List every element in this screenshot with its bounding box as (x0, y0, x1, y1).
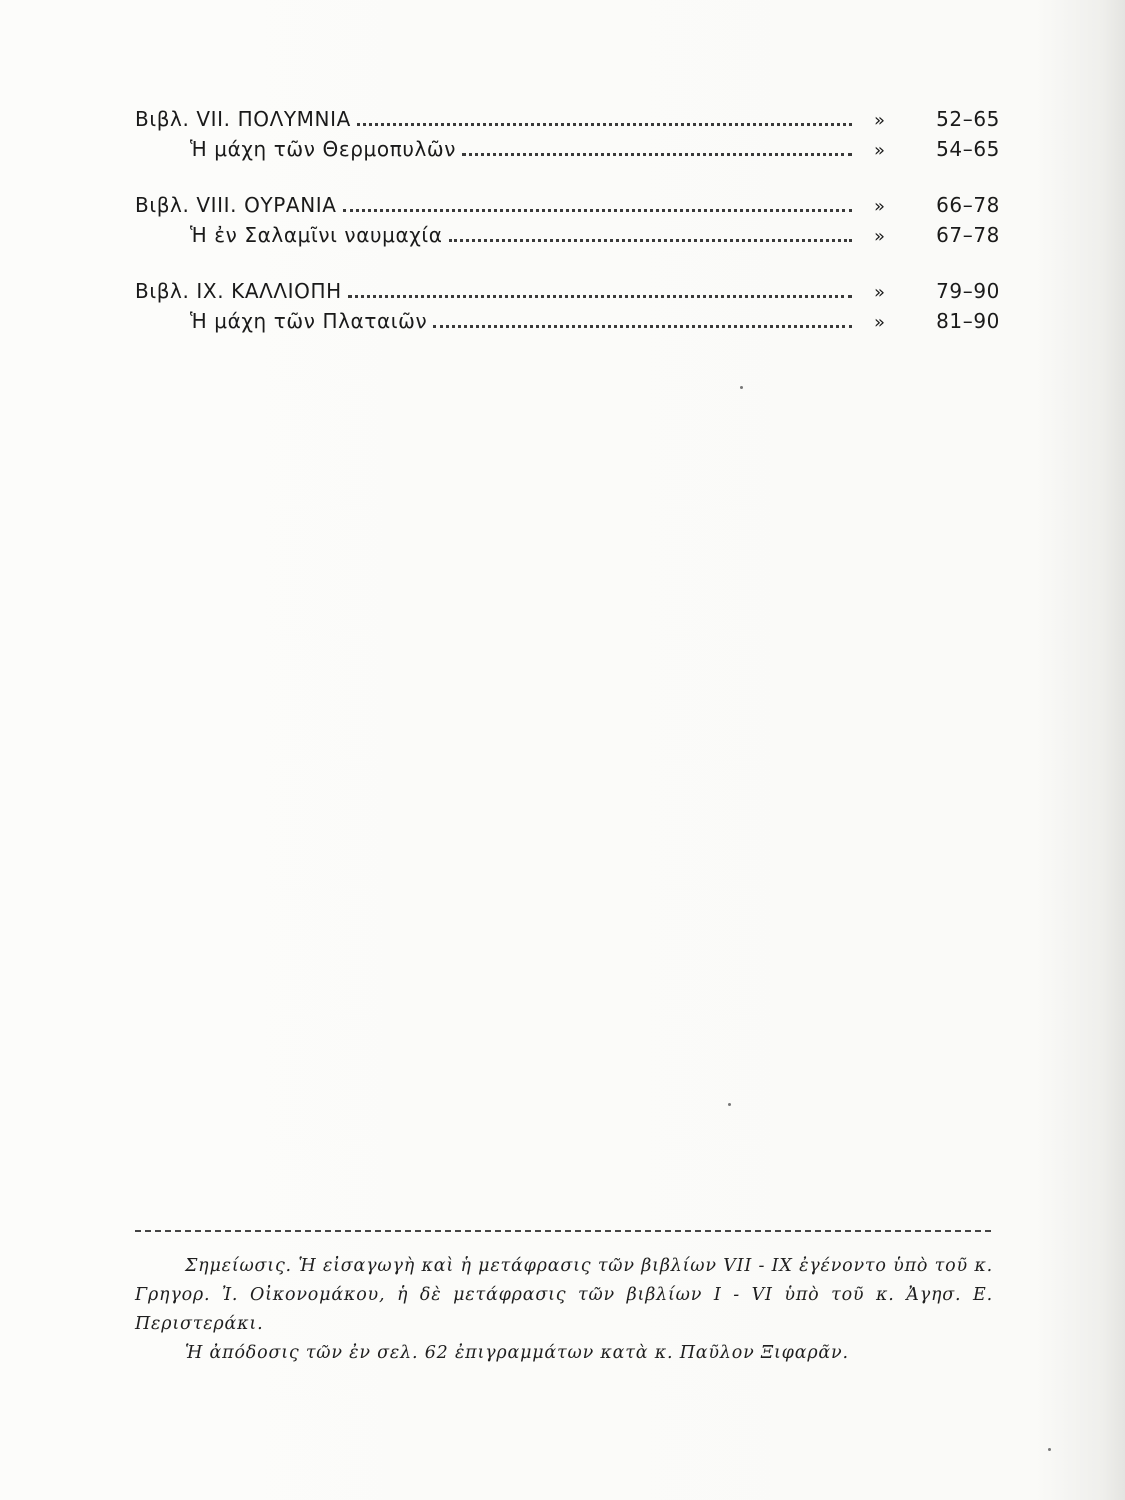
footnote (135, 1252, 993, 1368)
toc-entry-book-viii (135, 190, 1000, 220)
toc-entry-salamis (135, 220, 1000, 250)
ditto-mark: » (874, 110, 886, 131)
ditto-mark: » (874, 226, 886, 247)
toc-entry-title: Βιβλ. VII. ΠΟΛΥΜΝΙΑ (135, 107, 351, 131)
page-range: 54–65 (936, 137, 1000, 161)
paper-speck (740, 386, 743, 389)
paper-speck (1048, 1448, 1051, 1451)
toc-entry-title: Βιβλ. IX. ΚΑΛΛΙΟΠΗ (135, 279, 342, 303)
dot-leader (348, 295, 852, 298)
toc-group-book-viii (135, 190, 1000, 250)
toc-entry-plataea (135, 306, 1000, 336)
page-range: 81–90 (936, 309, 1000, 333)
toc-entry-title: Ἡ ἐν Σαλαμῖνι ναυμαχία (190, 223, 443, 247)
ditto-mark: » (874, 312, 886, 333)
page-range: 66–78 (936, 193, 1000, 217)
toc-group-book-ix (135, 276, 1000, 336)
page-range: 79–90 (936, 279, 1000, 303)
dot-leader (357, 123, 852, 126)
toc-group-book-vii (135, 104, 1000, 164)
toc-entry-thermopylae (135, 134, 1000, 164)
ditto-mark: » (874, 196, 886, 217)
dot-leader (433, 325, 852, 328)
toc-entry-book-vii (135, 104, 1000, 134)
page-range: 67–78 (936, 223, 1000, 247)
table-of-contents (135, 104, 1000, 362)
toc-entry-book-ix (135, 276, 1000, 306)
toc-entry-title: Βιβλ. VIII. ΟΥΡΑΝΙΑ (135, 193, 337, 217)
toc-entry-title: Ἡ μάχη τῶν Πλαταιῶν (190, 309, 428, 333)
dot-leader (343, 209, 852, 212)
paper-speck (728, 1103, 731, 1106)
toc-entry-title: Ἡ μάχη τῶν Θερμοπυλῶν (190, 137, 457, 161)
ditto-mark: » (874, 282, 886, 303)
footnote-divider (135, 1230, 991, 1232)
footnote-paragraph: Ἡ ἀπόδοσις τῶν ἐν σελ. 62 ἐπιγραμμάτων κατὰ κ. Παῦλον Ξιφαρᾶν. (185, 1343, 849, 1363)
ditto-mark: » (874, 140, 886, 161)
dot-leader (449, 239, 852, 242)
footnote-paragraph: Σημείωσις. Ἡ εἰσαγωγὴ καὶ ἡ μετάφρασις τῶν βιβλίων VII - IX ἐγένοντο ὑπὸ τοῦ κ. Γρηγορ. Ἰ. Οἰκονομάκου, ἡ δὲ μετάφρασις τῶν βιβλίων I - VI ὑπὸ τοῦ κ. Ἀγησ. Ε. Περιστεράκι. (135, 1256, 993, 1334)
page-range: 52–65 (936, 107, 1000, 131)
dot-leader (462, 153, 852, 156)
